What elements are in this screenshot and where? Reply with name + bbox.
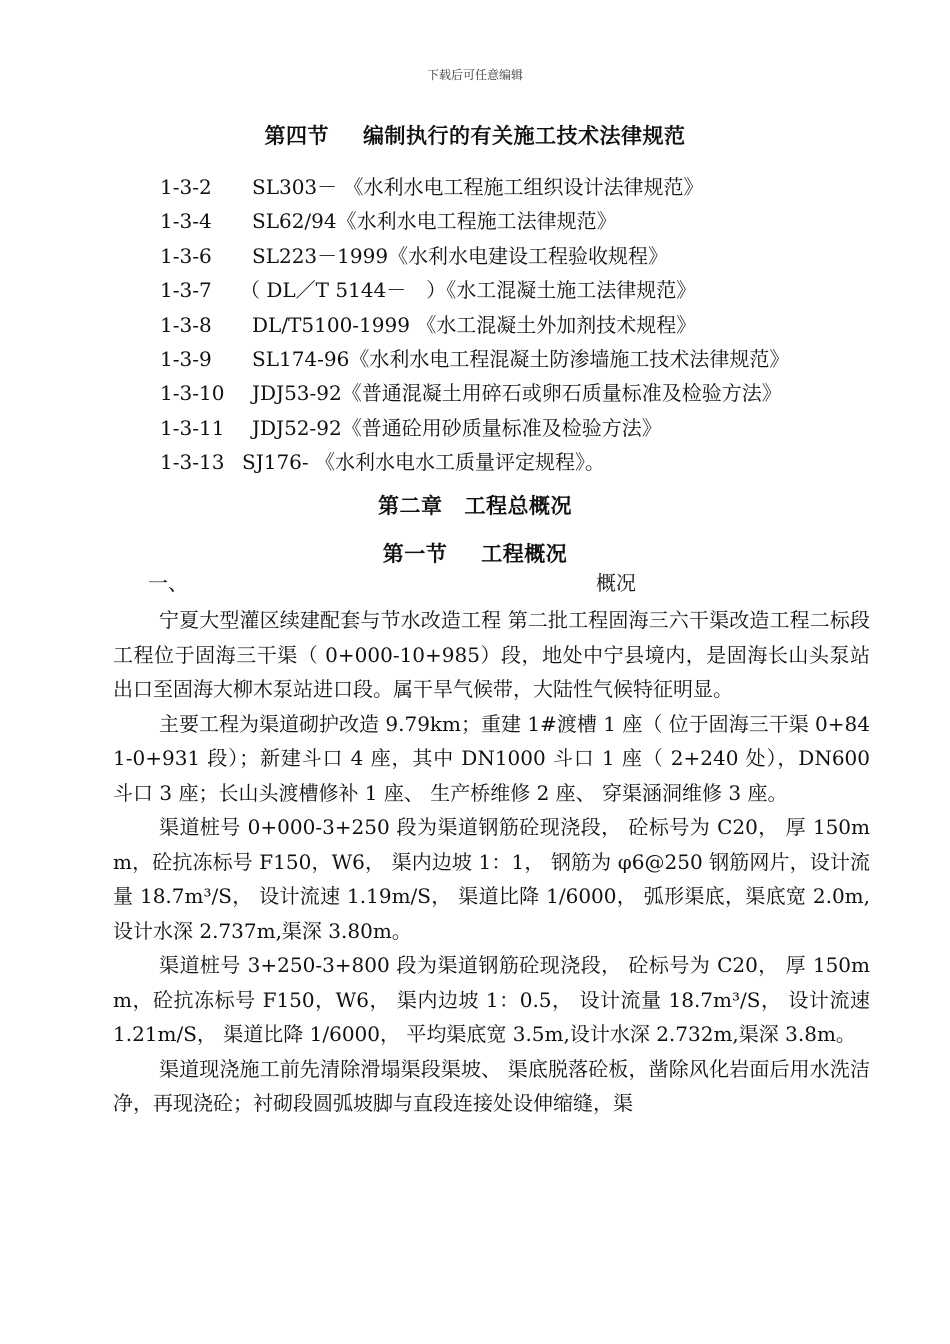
reference-code: 1-3-11 — [160, 415, 225, 440]
reference-standard: SL223－1999 — [252, 243, 389, 268]
reference-title: 《水利水电工程混凝土防渗墙施工技术法律规范》 — [349, 346, 790, 371]
paragraph: 宁夏大型灌区续建配套与节水改造工程 第二批工程固海三六干渠改造工程二标段工程位于固海三干渠（ 0+000-10+985）段，地处中宁县境内，是固海长山头泵站出口至固海大柳木泵站进口段。属干旱气候带，大陆性气候特征明显。 — [113, 608, 870, 701]
paragraph: 渠道桩号 0+000-3+250 段为渠道钢筋砼现浇段， 砼标号为 C20， 厚 150mm，砼抗冻标号 F150，W6， 渠内边坡 1：1， 钢筋为 φ6@250 钢筋网片，设计流量 18.7m³/S， 设计流速 1.19m/S， 渠道比降 1/6000， 弧形渠底，渠底宽 2.0m,设计水深 2.737m,渠深 3.80m。 — [113, 815, 870, 943]
reference-standard: JDJ53-92 — [252, 381, 342, 406]
reference-title: 《水工混凝土施工法律规范》 — [446, 278, 697, 303]
reference-item — [160, 170, 920, 204]
reference-item — [160, 342, 920, 376]
overview-heading — [148, 568, 920, 598]
reference-standard: DL/T5100-1999 — [252, 312, 417, 337]
section-heading-4 — [0, 120, 950, 150]
reference-item — [160, 204, 920, 238]
paragraph: 主要工程为渠道砌护改造 9.79km；重建 1#渡槽 1 座（ 位于固海三干渠 0+841-0+931 段）；新建斗口 4 座，其中 DN1000 斗口 1 座（ 2+240 处），DN600 斗口 3 座；长山头渡槽修补 1 座、 生产桥维修 2 座、 穿渠涵洞维修 3 座。 — [113, 711, 870, 805]
reference-code: 1-3-9 — [160, 346, 212, 371]
reference-item — [160, 445, 920, 479]
reference-item — [160, 411, 920, 445]
reference-standard: SJ176- — [242, 450, 316, 475]
reference-title: 《普通混凝土用碎石或卵石质量标准及检验方法》 — [341, 381, 782, 406]
reference-item — [160, 376, 920, 410]
reference-list — [160, 170, 920, 480]
paragraph: 渠道桩号 3+250-3+800 段为渠道钢筋砼现浇段， 砼标号为 C20， 厚 150mm，砼抗冻标号 F150，W6， 渠内边坡 1：0.5， 设计流量 18.7m³/S， 设计流速 1.21m/S， 渠道比降 1/6000， 平均渠底宽 3.5m,设计水深 2.732m,渠深 3.8m。 — [113, 953, 870, 1046]
section-heading-1 — [0, 538, 950, 568]
reference-code: 1-3-6 — [160, 243, 212, 268]
reference-title: 《水利水电工程施工组织设计法律规范》 — [343, 175, 704, 199]
reference-code: 1-3-10 — [160, 381, 225, 406]
reference-code: 1-3-8 — [160, 312, 212, 337]
section-title: 工程概况 — [481, 542, 568, 566]
body-text — [113, 603, 870, 1121]
overview-label: 概况 — [596, 571, 636, 595]
reference-standard: SL62/94 — [252, 209, 337, 234]
reference-code: 1-3-13 — [160, 450, 225, 475]
section-label: 第四节 — [264, 124, 329, 148]
reference-standard: （ DL／T 5144－ ） — [240, 278, 447, 303]
reference-title: 《水利水电建设工程验收规程》 — [388, 243, 669, 268]
reference-code: 1-3-7 — [160, 278, 212, 303]
header-note: 下载后可任意编辑 — [426, 68, 523, 82]
reference-title: 《普通砼用砂质量标准及检验方法》 — [341, 415, 662, 440]
paragraph: 渠道现浇施工前先清除滑塌渠段渠坡、 渠底脱落砼板，凿除风化岩面后用水洗洁净，再现浇砼；衬砌段圆弧坡脚与直段连接处设伸缩缝，渠 — [113, 1056, 870, 1115]
reference-title: 《水利水电工程施工法律规范》 — [336, 209, 617, 234]
reference-standard: SL174-96 — [252, 346, 350, 371]
chapter-title: 工程总概况 — [464, 494, 572, 518]
reference-title: 《水工混凝土外加剂技术规程》 — [416, 312, 697, 337]
reference-code: 1-3-4 — [160, 209, 212, 234]
reference-item — [160, 239, 920, 273]
section-label: 第一节 — [382, 542, 448, 566]
reference-code: 1-3-2 — [160, 175, 212, 199]
chapter-heading — [0, 490, 950, 520]
chapter-label: 第二章 — [378, 494, 443, 518]
section-title: 编制执行的有关施工技术法律规范 — [363, 124, 686, 148]
overview-number: 一、 — [148, 571, 188, 595]
reference-item — [160, 273, 920, 307]
reference-title: 《水利水电水工质量评定规程》。 — [315, 450, 606, 475]
reference-standard: JDJ52-92 — [252, 415, 342, 440]
reference-item — [160, 308, 920, 342]
reference-standard: SL303－ — [252, 175, 338, 199]
